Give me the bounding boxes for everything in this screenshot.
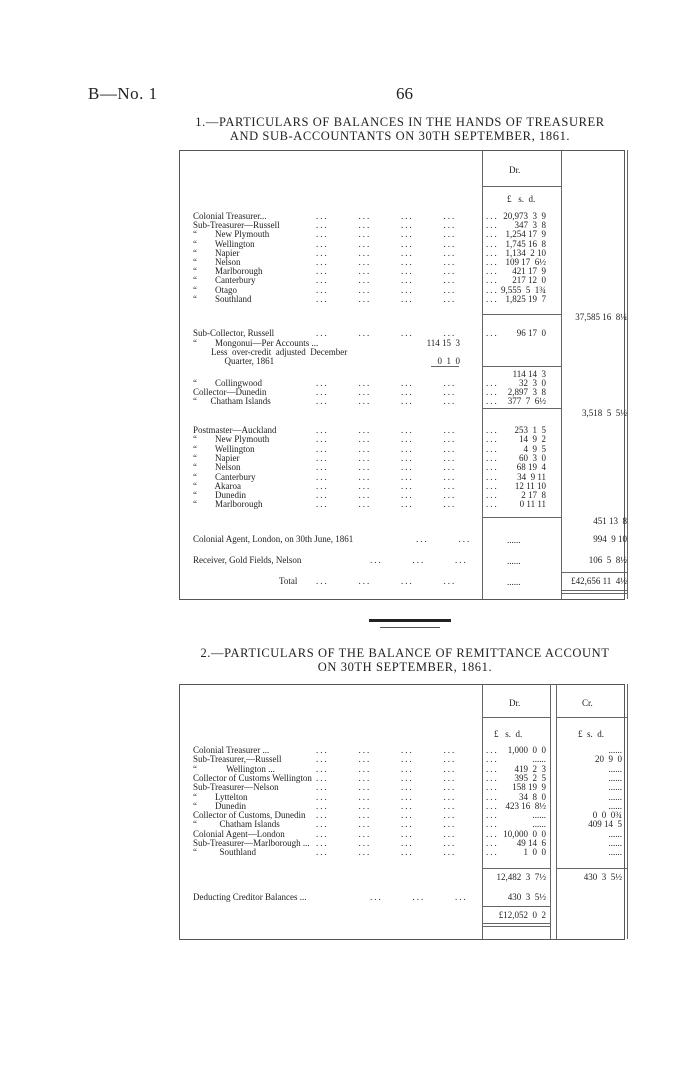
- collector-row-label: “ Collingwood: [193, 378, 262, 388]
- remittance-row-label: Sub-Treasurer—Nelson: [193, 782, 279, 793]
- treasurer-row-label: “ Marlborough: [193, 266, 263, 277]
- remittance-row-label: “ Dunedin: [193, 800, 246, 811]
- treasurer-row-value: 347 3 8: [514, 220, 546, 231]
- remittance-row-label: “ Southland: [193, 847, 256, 858]
- remittance-dr-units: £ s. d.: [494, 729, 523, 739]
- remittance-row-label: Collector of Customs, Dunedin: [193, 810, 306, 821]
- section2-title-line2: ON 30TH SEPTEMBER, 1861.: [317, 660, 493, 674]
- remittance-row-cr: ......: [608, 745, 622, 755]
- treasurer-row-label: “ Napier: [193, 247, 240, 258]
- postmaster-row-value: 253 1 5: [514, 425, 546, 435]
- deduct-label: Deducting Creditor Balances ...: [193, 892, 307, 902]
- remittance-row-cr: 409 14 5: [588, 819, 622, 830]
- document-code: B—No. 1: [88, 84, 158, 103]
- treasurer-row-value: 109 17 6½: [505, 257, 546, 267]
- remittance-row-cr: ......: [608, 800, 622, 811]
- agent-dr-placeholder: ......: [507, 535, 521, 545]
- treasurer-row-label: “ Wellington: [193, 238, 255, 249]
- treasurer-row-label: Sub-Treasurer—Russell: [193, 220, 280, 231]
- remittance-dr-header: Dr.: [509, 698, 521, 708]
- collector-row-value: 32 3 0: [519, 378, 546, 388]
- remittance-table: Dr. Cr. £ s. d. £ s. d. Colonial Treasurer ... ... ... ... ... ... 1,000 0 0 ...... Sub-Treasurer,—Russell ... ... ... ... ... ...... 20 9 0 “ Wellington ... ... ... ... ... ... 419 2 3 ...... Collector of Customs Wellington ... ... ... ... ... 395 2 5 ...... Sub-Treasurer—Nelson ... ... ... ... ... 158 19 9 ...... “ Lyttelton ... ... ... ... ... 34 8 0 ...... “ Dunedin ... ... ... ... ... 423 16 8½ ...... Collector of Customs, Dunedin ... ... ... ... ... ...... 0 0 0¾ “ Chatham Islands ... ... ... ... ... ...... 409 14 5 Colonial Agent—London ... ... ... ... ... 10,000 0 0 ...... Sub-Treasurer—Marlborough ... ... ... ... ... ... 49 14 6 ...... “ Southland ... ... ... ... ... 1 0 0 ...... 12,482 3 7½ 430 3 5½ Deducting Creditor Balances ... ... ... ... 430 3 5½ £12,052 0 2: [0, 0, 700, 960]
- remittance-row-label: Sub-Treasurer—Marlborough ...: [193, 838, 310, 848]
- remittance-row-label: Sub-Treasurer,—Russell: [193, 754, 282, 765]
- remittance-sum-cr: 430 3 5½: [583, 872, 622, 882]
- treasurer-row-label: “ Southland: [193, 293, 252, 304]
- remittance-row-dr: 34 8 0: [519, 791, 546, 802]
- collector-row-value: 377 7 6½: [507, 396, 546, 406]
- collector-row-label: Sub-Collector, Russell: [193, 328, 275, 338]
- treasurer-row-label: “ New Plymouth: [193, 229, 270, 240]
- treasurer-subtotal: 37,585 16 8¼: [575, 312, 627, 322]
- collector-row-value: 96 17 0: [516, 328, 546, 338]
- collector-row-label: Quarter, 1861: [193, 356, 275, 366]
- remittance-row-cr: 20 9 0: [595, 754, 622, 765]
- balances-table: Dr. £ s. d. Colonial Treasurer... ... ... ... ... ... 20,973 3 9 Sub-Treasurer—Russell ... ... ... ... ... 347 3 8 “ New Plymouth ... ... ... ... ... 1,254 17 9 “ Wellington ... ... ... ... ... 1,745 16 8 “ Napier ... ... ... ... ... 1,134 2 10 “ Nelson ... ... ... ... ... 109 17 6½ “ Marlborough ... ... ... ... ... 421 17 9 “ Canterbury ... ... ... ... ... 217 12 0 “ Otago ... ... ... ... ... 9,555 5 1¾ “ Southland ... ... ... ... ... 1,825 19 7 37,585 16 8¼ Sub-Collector, Russell 96 17 0 ... ... ... ... ... “ Mongonui—Per Accounts ... 114 15 3 Less over-credit adjusted December Quarter, 1861 0 1 0 114 14 3 “ Collingwood 32 3 0 ... ... ... ... ... Collector—Dunedin 2,897 3 8 ... ... ... ... ... “ Chatham Islands 377 7 6½ ... ... ... ... ... 3,518 5 5½ Postmaster—Auckland ... ... ... ... ... 253 1 5 “ New Plymouth ... ... ... ... ... 14 9 2 “ Wellington ... ... ... ... ... 4 9 5 “ Napier ... ... ... ... ... 60 3 0 “ Nelson ... ... ... ... ... 68 19 4 “ Canterbury ... ... ... ... ... 34 9 11 “ Akaroa ... ... ... ... ... 12 11 10 “ Dunedin ... ... ... ... ... 2 17 8 “ Marlborough ... ... ... ... ... 0 11 11 451 13 8 Colonial Agent, London, on 30th June, 1861 ... ... ...... 994 9 10 Receiver, Gold Fields, Nelson ... ... ... ...... 106 5 8½ Total ... ... ... ... ...... £42,656 11 4½: [0, 0, 700, 640]
- remittance-cr-units: £ s. d.: [578, 729, 605, 739]
- remittance-row-dr: ......: [532, 819, 546, 830]
- postmaster-row-value: 2 17 8: [521, 490, 546, 501]
- remittance-sum-dr: 12,482 3 7½: [496, 872, 546, 882]
- collector-row-label: “ Chatham Islands: [193, 396, 271, 406]
- treasurer-row-label: “ Nelson: [193, 257, 241, 267]
- agent-value: 994 9 10: [593, 534, 627, 544]
- deduct-dr: 430 3 5½: [507, 892, 546, 902]
- receiver-label: Receiver, Gold Fields, Nelson: [193, 555, 302, 565]
- treasurer-row-value: 421 17 9: [512, 266, 546, 277]
- postmaster-row-value: 4 9 5: [523, 443, 546, 454]
- postmaster-row-label: “ Napier: [193, 452, 240, 463]
- remittance-row-cr: ......: [608, 838, 622, 848]
- remittance-row-cr: 0 0 0¾: [592, 810, 622, 821]
- remittance-row-dr: 158 19 9: [512, 782, 546, 793]
- collector-row-subvalue: 0 1 0: [437, 356, 460, 366]
- section1-title-line2: AND SUB-ACCOUNTANTS ON 30TH SEPTEMBER, 1861.: [229, 129, 571, 143]
- collector-row-label: Less over-credit adjusted December: [193, 347, 348, 357]
- postmaster-row-value: 34 9 11: [517, 471, 546, 482]
- postmaster-row-label: “ New Plymouth: [193, 434, 270, 445]
- treasurer-row-value: 1,254 17 9: [505, 229, 546, 240]
- remittance-row-dr: 49 14 6: [516, 838, 546, 848]
- remittance-row-label: Collector of Customs Wellington: [193, 772, 312, 783]
- postmaster-row-value: 68 19 4: [516, 462, 546, 473]
- grand-total: £42,656 11 4½: [571, 576, 627, 586]
- postmaster-row-label: “ Akaroa: [193, 480, 241, 491]
- postmaster-row-label: Postmaster—Auckland: [193, 425, 277, 435]
- collector-row-subvalue: 114 15 3: [426, 338, 460, 348]
- postmaster-row-label: “ Nelson: [193, 462, 241, 473]
- remittance-row-label: “ Chatham Islands: [193, 819, 280, 830]
- postmaster-row-value: 12 11 10: [514, 480, 546, 491]
- collector-row-label: “ Mongonui—Per Accounts ...: [193, 338, 319, 348]
- remittance-row-dr: ......: [532, 810, 546, 821]
- receiver-dr-placeholder: ......: [507, 556, 521, 566]
- remittance-row-cr: ......: [608, 847, 622, 858]
- balances-units-header: £ s. d.: [507, 194, 536, 204]
- remittance-row-dr: 10,000 0 0: [503, 828, 546, 839]
- treasurer-row-label: Colonial Treasurer...: [193, 211, 267, 221]
- balances-dr-header: Dr.: [509, 165, 521, 175]
- remittance-row-cr: ......: [608, 828, 622, 839]
- remittance-row-dr: 423 16 8½: [505, 800, 546, 811]
- section1-title-line1: 1.—PARTICULARS OF BALANCES IN THE HANDS OF TREASURER: [195, 115, 605, 129]
- total-dr-placeholder: ......: [507, 577, 521, 587]
- net-dr: £12,052 0 2: [498, 910, 546, 920]
- postmaster-row-value: 60 3 0: [519, 452, 546, 463]
- treasurer-row-value: 20,973 3 9: [503, 211, 546, 221]
- treasurer-row-value: 1,745 16 8: [505, 238, 546, 249]
- total-label: Total: [279, 576, 298, 586]
- section2-title-line1: 2.—PARTICULARS OF THE BALANCE OF REMITTANCE ACCOUNT: [200, 646, 610, 660]
- treasurer-row-value: 9,555 5 1¾: [501, 284, 546, 295]
- receiver-value: 106 5 8½: [588, 555, 627, 565]
- remittance-row-dr: 1,000 0 0: [507, 745, 546, 755]
- agent-label: Colonial Agent, London, on 30th June, 1861: [193, 534, 354, 544]
- remittance-row-cr: ......: [608, 772, 622, 783]
- postmaster-row-value: 14 9 2: [519, 434, 546, 445]
- treasurer-row-value: 217 12 0: [512, 275, 546, 286]
- postmaster-row-label: “ Marlborough: [193, 499, 263, 510]
- collector-row-value: 114 14 3: [512, 369, 546, 379]
- treasurer-row-label: “ Canterbury: [193, 275, 256, 286]
- postmaster-row-label: “ Dunedin: [193, 490, 246, 501]
- remittance-row-label: Colonial Treasurer ...: [193, 745, 270, 755]
- postmaster-row-value: 0 11 11: [519, 499, 546, 510]
- collector-subtotal: 3,518 5 5½: [582, 408, 627, 418]
- collector-row-label: Collector—Dunedin: [193, 387, 267, 397]
- postmaster-row-label: “ Wellington: [193, 443, 255, 454]
- remittance-row-cr: ......: [608, 782, 622, 793]
- remittance-row-cr: ......: [608, 763, 622, 774]
- remittance-row-label: Colonial Agent—London: [193, 828, 285, 839]
- page-number: 66: [396, 84, 413, 103]
- remittance-row-dr: 419 2 3: [514, 763, 546, 774]
- remittance-row-label: “ Lyttelton: [193, 791, 248, 802]
- collector-row-value: 2,897 3 8: [507, 387, 546, 397]
- remittance-row-dr: 395 2 5: [514, 772, 546, 783]
- remittance-row-dr: ......: [532, 754, 546, 765]
- treasurer-row-label: “ Otago: [193, 284, 237, 295]
- remittance-row-label: “ Wellington ...: [193, 763, 275, 774]
- treasurer-row-value: 1,134 2 10: [505, 247, 546, 258]
- treasurer-row-value: 1,825 19 7: [505, 293, 546, 304]
- postmaster-row-label: “ Canterbury: [193, 471, 256, 482]
- remittance-cr-header: Cr.: [582, 698, 593, 708]
- postmaster-subtotal: 451 13 8: [593, 516, 627, 526]
- remittance-row-cr: ......: [608, 791, 622, 802]
- remittance-row-dr: 1 0 0: [523, 847, 546, 858]
